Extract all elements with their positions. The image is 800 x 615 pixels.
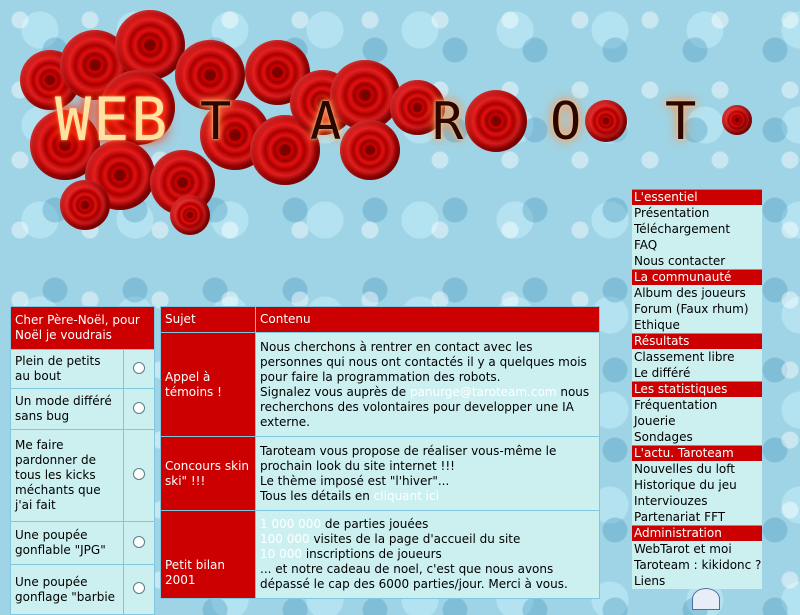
poll-radio-cell (124, 350, 155, 389)
column-header-content: Contenu (256, 307, 600, 333)
rose-decoration (585, 100, 627, 142)
menu-section-actu-taroteam: L'actu. Taroteam (632, 445, 762, 461)
poll-radio-button[interactable] (133, 468, 145, 480)
poll-radio-button[interactable] (133, 362, 145, 374)
news-text: Signalez vous auprès de (260, 384, 410, 399)
stat-number: 10 000 (260, 547, 302, 561)
stat-number: 100 000 (260, 532, 310, 546)
poll-radio-cell (124, 430, 155, 522)
logo-text-web: WEB (55, 85, 170, 155)
logo-letter-t2: T (665, 92, 699, 152)
menu-item-webtarot-et-moi[interactable]: WebTarot et moi (632, 541, 762, 557)
news-text: ... et notre cadeau de noel, c'est que nous avons dépassé le cap des 6000 parties/jour. Merci à vous. (260, 562, 568, 591)
poll-option-label: Un mode différé sans bug (11, 389, 124, 430)
menu-item-presentation[interactable]: Présentation (632, 205, 762, 221)
news-text: visites de la page d'accueil du site (309, 532, 521, 546)
details-link[interactable]: cliquant ici (373, 488, 439, 503)
menu-item-classement-libre[interactable]: Classement libre (632, 349, 762, 365)
news-table (160, 306, 600, 599)
menu-item-faq[interactable]: FAQ (632, 237, 762, 253)
mascot-icon (692, 588, 720, 610)
poll-option-label: Une poupée gonflage "barbie (11, 565, 124, 615)
menu-item-le-differe[interactable]: Le différé (632, 365, 762, 381)
menu-section-resultats: Résultats (632, 333, 762, 349)
poll-radio-button[interactable] (133, 536, 145, 548)
rose-decoration (722, 105, 752, 135)
navigation-menu (632, 189, 762, 589)
news-subject: Petit bilan 2001 (161, 511, 256, 599)
logo-letter-a: A (310, 92, 344, 152)
menu-section-essentiel: L'essentiel (632, 189, 762, 205)
menu-section-communaute: La communauté (632, 269, 762, 285)
news-text: inscriptions de joueurs (302, 547, 442, 561)
menu-item-jouerie[interactable]: Jouerie (632, 413, 762, 429)
news-text: Taroteam vous propose de réaliser vous-même le prochain look du site internet !!! (260, 443, 557, 473)
menu-item-album-joueurs[interactable]: Album des joueurs (632, 285, 762, 301)
poll-option-label: Plein de petits au bout (11, 350, 124, 389)
menu-item-partenariat-fft[interactable]: Partenariat FFT (632, 509, 762, 525)
rose-decoration (170, 195, 210, 235)
email-link[interactable]: panurge@taroteam.com (409, 384, 557, 399)
menu-item-nouvelles-loft[interactable]: Nouvelles du loft (632, 461, 762, 477)
news-content (256, 511, 600, 599)
news-content (256, 333, 600, 437)
menu-section-statistiques: Les statistiques (632, 381, 762, 397)
logo-letter-t: T (200, 92, 234, 152)
poll-option-label: Une poupée gonflable "JPG" (11, 522, 124, 565)
menu-item-kikidonc[interactable]: Taroteam : kikidonc ? (634, 558, 762, 572)
menu-item-frequentation[interactable]: Fréquentation (632, 397, 762, 413)
news-text: Nous cherchons à rentrer en contact avec les personnes qui nous ont contactés il y a quelques mois pour faire la programmation des robots. (260, 339, 587, 384)
poll-option-label: Me faire pardonner de tous les kicks méchants que j'ai fait (11, 430, 124, 522)
menu-item-telechargement[interactable]: Téléchargement (632, 221, 762, 237)
stat-number: 1 000 000 (260, 517, 322, 531)
rose-decoration (465, 90, 527, 152)
rose-decoration (60, 180, 110, 230)
poll-title: Cher Père-Noël, pour Noël je voudrais (11, 307, 155, 350)
news-text: Le thème imposé est "l'hiver"... (260, 473, 450, 488)
column-header-subject: Sujet (161, 307, 256, 333)
poll-radio-cell (124, 389, 155, 430)
poll-radio-button[interactable] (133, 582, 145, 594)
rose-decoration (340, 120, 400, 180)
logo-letter-r: R (432, 92, 466, 152)
news-text: nous recherchons des volontaires pour developper une IA externe. (260, 384, 590, 429)
news-content (256, 437, 600, 511)
news-subject: Appel à témoins ! (161, 333, 256, 437)
poll-table (10, 306, 155, 615)
news-subject: Concours skin ski" !!! (161, 437, 256, 511)
menu-section-administration: Administration (632, 525, 762, 541)
menu-item-interviouzes[interactable]: Interviouzes (632, 493, 762, 509)
menu-item-forum[interactable]: Forum (Faux rhum) (632, 301, 762, 317)
poll-radio-button[interactable] (133, 402, 145, 414)
poll-radio-cell (124, 522, 155, 565)
menu-item-historique-jeu[interactable]: Historique du jeu (632, 477, 762, 493)
menu-item-liens[interactable]: Liens (632, 573, 762, 589)
news-text: de parties jouées (321, 517, 429, 531)
news-text: Tous les détails en (260, 488, 374, 503)
menu-item-ethique[interactable]: Ethique (632, 317, 762, 333)
menu-item-sondages[interactable]: Sondages (632, 429, 762, 445)
menu-item-nous-contacter[interactable]: Nous contacter (632, 253, 762, 269)
logo-letter-o: O (550, 92, 584, 152)
poll-radio-cell (124, 565, 155, 615)
